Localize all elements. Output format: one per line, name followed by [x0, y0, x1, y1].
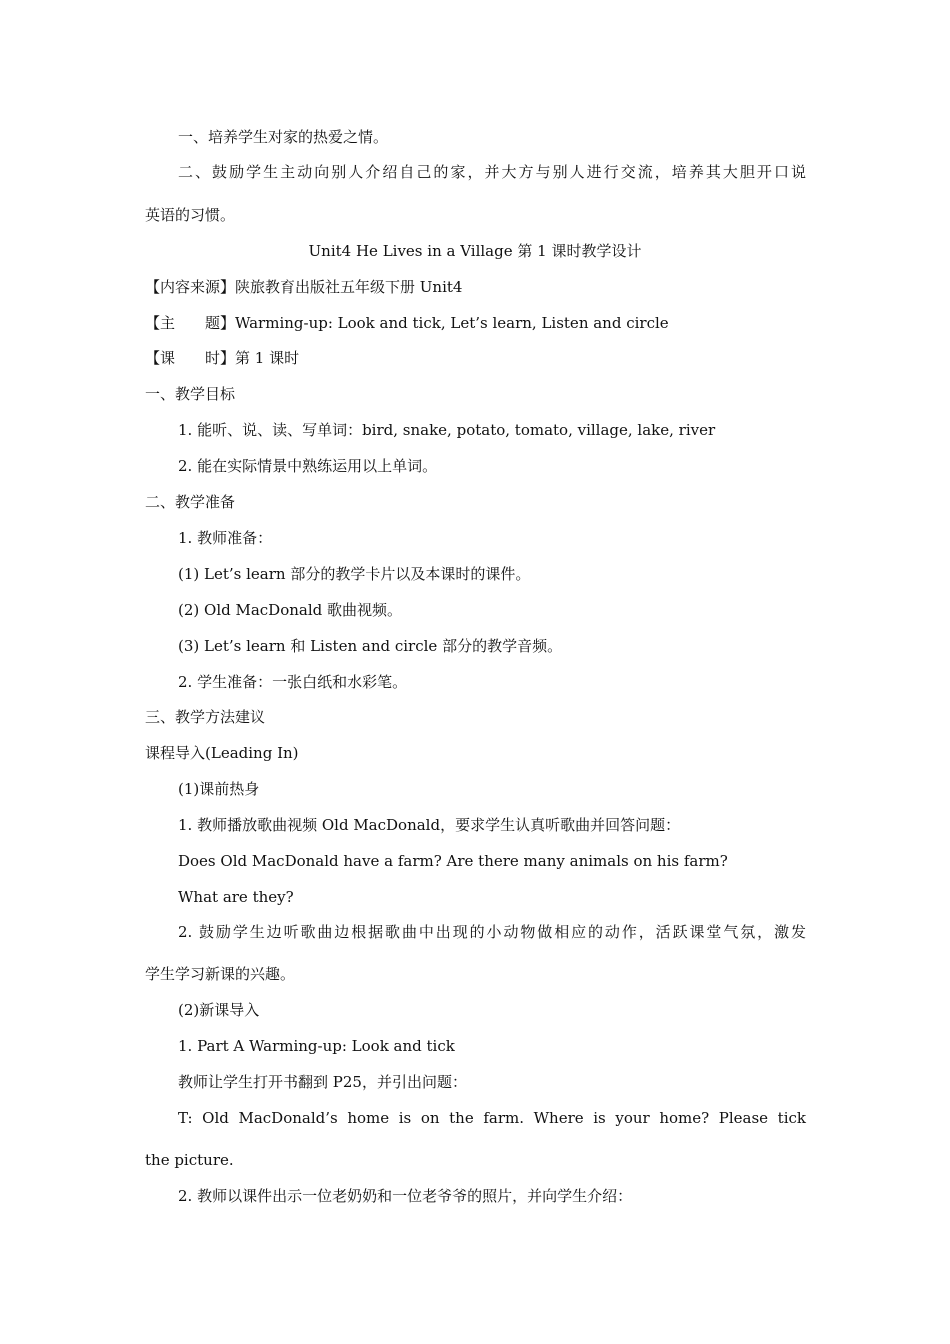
teacher-dialogue-line-1: T: Old MacDonald’s home is on the farm. Where is your home? Please tick: [178, 1109, 806, 1127]
new-lesson-step-1: 1. Part A Warming-up: Look and tick: [178, 1037, 455, 1055]
teacher-preparation: 1. 教师准备：: [178, 529, 273, 547]
objectives-item: 2. 能在实际情景中熟练运用以上单词。: [178, 457, 438, 475]
new-lesson-step-2: 2. 教师以课件出示一位老奶奶和一位老爷爷的照片，并向学生介绍：: [178, 1187, 633, 1205]
teacher-preparation-item: (3) Let’s learn 和 Listen and circle 部分的教学音频。: [178, 637, 563, 655]
objectives-item: 1. 能听、说、读、写单词：bird, snake, potato, tomato, village, lake, river: [178, 421, 716, 439]
open-book-instruction: 教师让学生打开书翻到 P25，并引出问题：: [178, 1073, 467, 1091]
objective-item-2-line-1: 二、鼓励学生主动向别人介绍自己的家，并大方与别人进行交流，培养其大胆开口说: [178, 163, 806, 181]
warmup-label: (1)课前热身: [178, 780, 260, 798]
objective-item-2-line-2: 英语的习惯。: [145, 206, 236, 224]
lesson-title: Unit4 He Lives in a Village 第 1 课时教学设计: [308, 242, 642, 260]
leading-in-heading: 课程导入(Leading In): [145, 744, 299, 762]
warmup-question-2: What are they?: [178, 888, 294, 906]
objective-item-1: 一、培养学生对家的热爱之情。: [178, 128, 389, 146]
warmup-step-2-line-2: 学生学习新课的兴趣。: [145, 965, 296, 983]
teacher-preparation-item: (1) Let’s learn 部分的教学卡片以及本课时的课件。: [178, 565, 531, 583]
warmup-question-1: Does Old MacDonald have a farm? Are there many animals on his farm?: [178, 852, 728, 870]
student-preparation: 2. 学生准备：一张白纸和水彩笔。: [178, 673, 408, 691]
meta-source: 【内容来源】陕旅教育出版社五年级下册 Unit4: [145, 278, 463, 296]
warmup-step-1: 1. 教师播放歌曲视频 Old MacDonald，要求学生认真听歌曲并回答问题：: [178, 816, 681, 834]
teacher-preparation-item: (2) Old MacDonald 歌曲视频。: [178, 601, 403, 619]
meta-topic: 【主 题】Warming-up: Look and tick, Let’s learn, Listen and circle: [145, 314, 669, 332]
new-lesson-label: (2)新课导入: [178, 1001, 260, 1019]
section-heading-objectives: 一、教学目标: [145, 385, 236, 403]
teacher-dialogue-line-2: the picture.: [145, 1151, 234, 1169]
meta-period: 【课 时】第 1 课时: [145, 349, 300, 367]
section-heading-methods: 三、教学方法建议: [145, 708, 266, 726]
warmup-step-2-line-1: 2. 鼓励学生边听歌曲边根据歌曲中出现的小动物做相应的动作，活跃课堂气氛，激发: [178, 923, 806, 941]
section-heading-preparation: 二、教学准备: [145, 493, 236, 511]
